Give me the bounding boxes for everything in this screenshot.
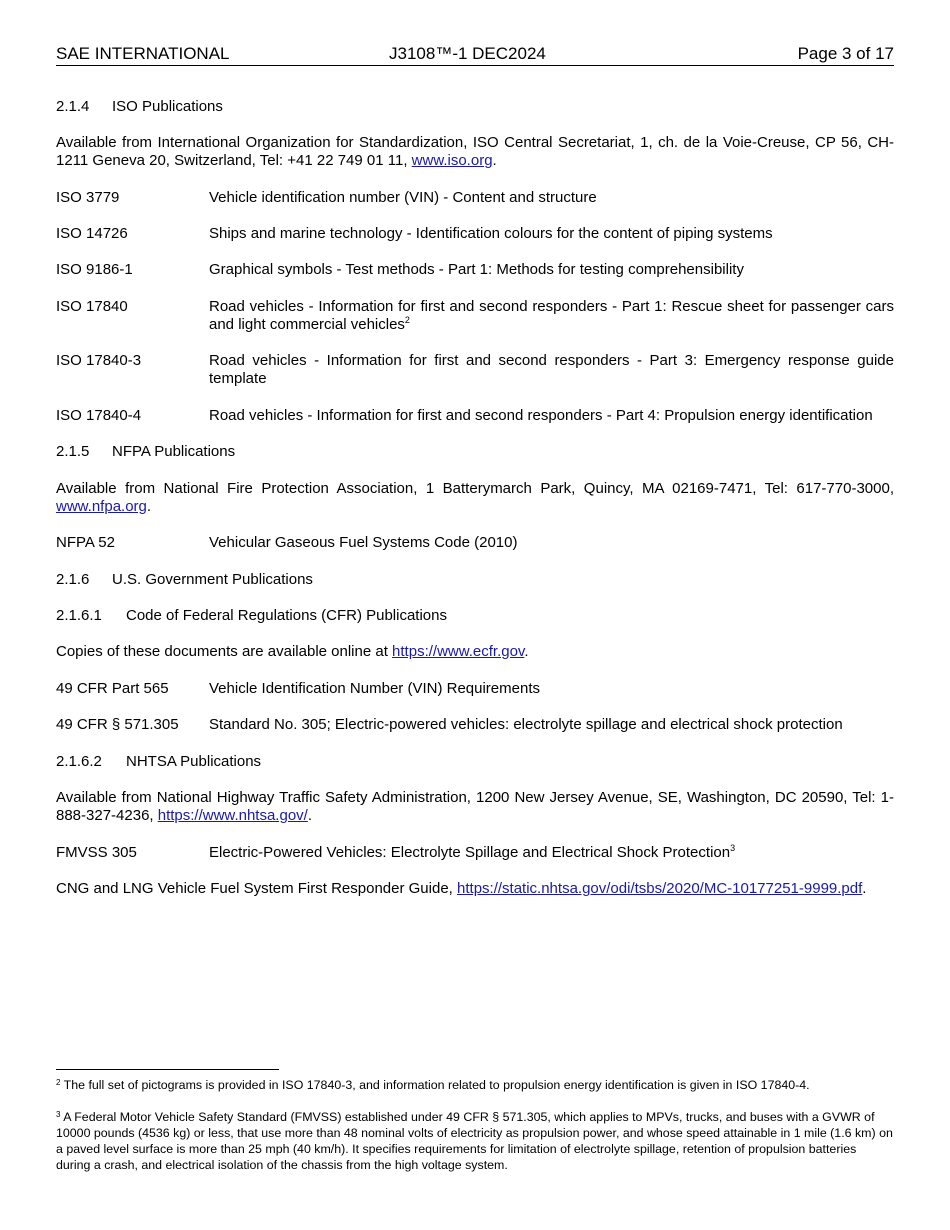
- cfr-availability-paragraph: Copies of these documents are available online at https://www.ecfr.gov.: [56, 643, 529, 660]
- iso-website-link[interactable]: www.iso.org: [411, 152, 493, 169]
- reference-row: ISO 14726 Ships and marine technology - Identification colours for the content of piping systems: [56, 225, 773, 242]
- reference-row: ISO 17840-3 Road vehicles - Information for first and second responders - Part 3: Emergency response guide template: [56, 352, 894, 387]
- reference-row: 49 CFR § 571.305 Standard No. 305; Electric-powered vehicles: electrolyte spillage and electrical shock protection: [56, 716, 843, 733]
- section-heading-us-government: 2.1.6 U.S. Government Publications: [56, 571, 313, 588]
- reference-row: FMVSS 305 Electric-Powered Vehicles: Electrolyte Spillage and Electrical Shock Protection$^3$: [56, 843, 736, 861]
- nhtsa-availability-paragraph: Available from National Highway Traffic Safety Administration, 1200 New Jersey Avenue, SE, Washington, DC 20590, Tel: 1-888-327-4236, https://www.nhtsa.gov/.: [56, 789, 894, 824]
- footnote-3: $^3$ A Federal Motor Vehicle Safety Standard (FMVSS) established under 49 CFR § 571.305, which applies to MPVs, trucks, and buses with a GVWR of 10000 pounds (4536 kg) or less, that use more than 48 nominal volts of electricity as propulsion power, and whose speed attainable in 1 mile (1.6 km) on a paved level surface is more than 25 mph (40 km/h). It specifies requirements for limitation of electrolyte spillage, retention of propulsion batteries during a crash, and electrical isolation of the chassis from the high voltage system.: [56, 1110, 893, 1172]
- reference-row: 49 CFR Part 565 Vehicle Identification Number (VIN) Requirements: [56, 680, 540, 697]
- footnote-ref-3[interactable]: 3: [730, 843, 736, 853]
- iso-availability-paragraph: Available from International Organization for Standardization, ISO Central Secretariat, 1, ch. de la Voie-Creuse, CP 56, CH-1211 Geneva 20, Switzerland, Tel: +41 22 749 01 11, www.iso.org.: [56, 134, 894, 169]
- nfpa-website-link[interactable]: www.nfpa.org: [56, 498, 147, 515]
- section-heading-nfpa: 2.1.5 NFPA Publications: [56, 443, 236, 460]
- nfpa-availability-paragraph: Available from National Fire Protection Association, 1 Batterymarch Park, Quincy, MA 02169-7471, Tel: 617-770-3000, www.nfpa.org.: [56, 480, 894, 515]
- section-heading-iso: 2.1.4 ISO Publications: [56, 98, 223, 115]
- header-org: SAE INTERNATIONAL: [56, 44, 230, 63]
- footnote-2: $^2$ The full set of pictograms is provided in ISO 17840-3, and information related to propulsion energy identification is given in ISO 17840-4.: [56, 1078, 810, 1092]
- header-page-number: Page 3 of 17: [797, 44, 894, 63]
- reference-row: ISO 9186-1 Graphical symbols - Test methods - Part 1: Methods for testing comprehensibility: [56, 261, 744, 278]
- footnote-ref-2[interactable]: 2: [404, 315, 410, 325]
- reference-row: ISO 17840 Road vehicles - Information for first and second responders - Part 1: Rescue sheet for passenger cars and light commercial vehicles$^2$: [56, 298, 894, 333]
- section-heading-cfr: 2.1.6.1 Code of Federal Regulations (CFR) Publications: [56, 607, 447, 624]
- section-heading-nhtsa: 2.1.6.2 NHTSA Publications: [56, 753, 262, 770]
- header-doc-id: J3108™-1 DEC2024: [389, 44, 546, 63]
- page-header: [56, 44, 894, 66]
- responder-guide-line: CNG and LNG Vehicle Fuel System First Responder Guide, https://static.nhtsa.gov/odi/tsbs/2020/MC-10177251-9999.pdf.: [56, 880, 867, 897]
- reference-row: ISO 3779 Vehicle identification number (VIN) - Content and structure: [56, 189, 597, 206]
- responder-guide-pdf-link[interactable]: https://static.nhtsa.gov/odi/tsbs/2020/MC-10177251-9999.pdf: [457, 880, 863, 897]
- nhtsa-website-link[interactable]: https://www.nhtsa.gov/: [157, 807, 308, 824]
- footnote-separator: [56, 1069, 279, 1070]
- ecfr-website-link[interactable]: https://www.ecfr.gov: [392, 643, 525, 660]
- reference-row: ISO 17840-4 Road vehicles - Information for first and second responders - Part 4: Propulsion energy identification: [56, 407, 873, 424]
- reference-row: NFPA 52 Vehicular Gaseous Fuel Systems Code (2010): [56, 534, 518, 551]
